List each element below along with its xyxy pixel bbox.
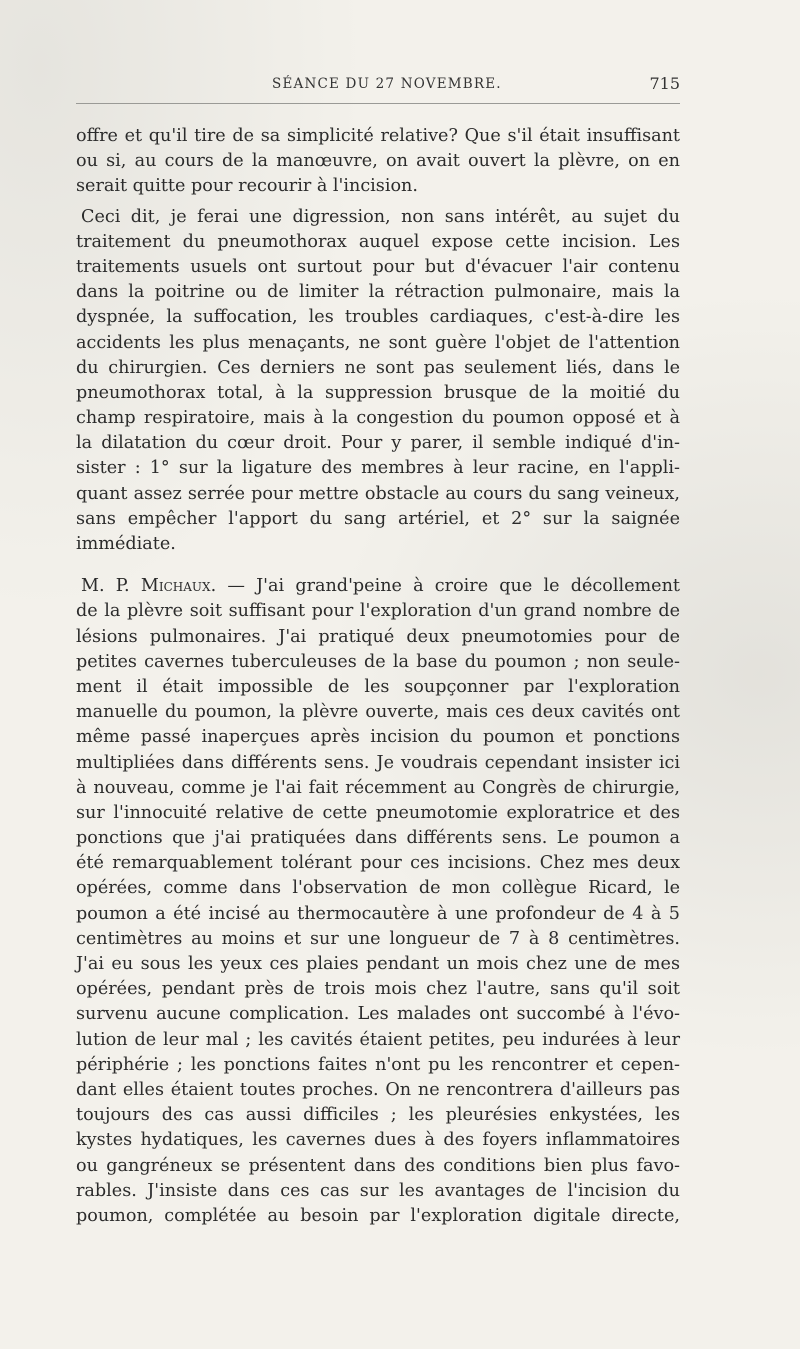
text-line: ou si, au cours de la manœuvre, on avait ouvert la plèvre, on en — [76, 151, 680, 172]
text-line: champ respiratoire, mais à la congestion du poumon opposé et à — [76, 408, 680, 429]
text-line: sister : 1° sur la ligature des membres à leur racine, en l'appli- — [76, 458, 680, 479]
text-line: dans la poitrine ou de limiter la rétraction pulmonaire, mais la — [76, 282, 680, 303]
text-line: opérées, pendant près de trois mois chez l'autre, sans qu'il soit — [76, 979, 680, 1000]
text-line: de la plèvre soit suffisant pour l'exploration d'un grand nombre de — [76, 601, 680, 622]
header-rule — [76, 103, 680, 104]
text-line: dant elles étaient toutes proches. On ne rencontrera d'ailleurs pas — [76, 1079, 680, 1100]
text-line: du chirurgien. Ces derniers ne sont pas seulement liés, dans le — [76, 357, 680, 378]
text-line: dyspnée, la suffocation, les troubles cardiaques, c'est-à-dire les — [76, 307, 680, 328]
text-line: lution de leur mal ; les cavités étaient petites, peu indurées à leur — [76, 1029, 680, 1050]
speaker-line-text: . — J'ai grand'peine à croire que le décollement — [210, 576, 680, 597]
paragraph-michaux — [76, 574, 680, 1229]
text-line: même passé inaperçues après incision du poumon et ponctions — [76, 727, 680, 748]
body-text — [76, 124, 680, 1229]
text-line: kystes hydatiques, les cavernes dues à des foyers inflammatoires — [76, 1130, 680, 1151]
text-line: rables. J'insiste dans ces cas sur les avantages de l'incision du — [76, 1180, 680, 1201]
text-line: pneumothorax total, à la suppression brusque de la moitié du — [76, 382, 680, 403]
text-line: lésions pulmonaires. J'ai pratiqué deux pneumotomies pour de — [76, 626, 680, 647]
paragraph-continuation — [76, 124, 680, 200]
text-line: opérées, comme dans l'observation de mon collègue Ricard, le — [76, 878, 680, 899]
text-line: offre et qu'il tire de sa simplicité relative? Que s'il était insuffisant — [76, 126, 680, 146]
page-number: 715 — [649, 74, 680, 93]
text-line: accidents les plus menaçants, ne sont guère l'objet de l'attention — [76, 332, 680, 353]
speaker-line — [76, 574, 680, 599]
text-line: quant assez serrée pour mettre obstacle au cours du sang veineux, — [76, 483, 680, 504]
page-header — [76, 74, 680, 100]
text-line: périphérie ; les ponctions faites n'ont pu les rencontrer et cepen- — [76, 1054, 680, 1075]
text-line: J'ai eu sous les yeux ces plaies pendant un mois chez une de mes — [76, 954, 680, 974]
text-line: survenu aucune complication. Les malades ont succombé à l'évo- — [76, 1004, 680, 1025]
text-line: ou gangréneux se présentent dans des conditions bien plus favo- — [76, 1155, 680, 1176]
text-line: traitement du pneumothorax auquel expose cette incision. Les — [76, 231, 680, 252]
text-line: centimètres au moins et sur une longueur de 7 à 8 centimètres. — [76, 928, 680, 949]
text-line: sur l'innocuité relative de cette pneumotomie exploratrice et des — [76, 802, 680, 823]
text-line: à nouveau, comme je l'ai fait récemment au Congrès de chirurgie, — [76, 777, 680, 798]
speaker-prefix: M. P. — [81, 576, 141, 597]
text-line: toujours des cas aussi difficiles ; les pleurésies enkystées, les — [76, 1105, 680, 1126]
text-line: poumon, complétée au besoin par l'exploration digitale directe, — [76, 1205, 680, 1226]
paragraph-spacer — [76, 557, 680, 574]
speaker-name: Michaux — [140, 576, 211, 597]
paragraph-digression — [76, 205, 680, 558]
text-line: sans empêcher l'apport du sang artériel, et 2° sur la saignée — [76, 508, 680, 529]
text-line: ponctions que j'ai pratiquées dans différents sens. Le poumon a — [76, 828, 680, 849]
text-line: Ceci dit, je ferai une digression, non sans intérêt, au sujet du — [81, 206, 680, 227]
text-line: serait quitte pour recourir à l'incision. — [76, 176, 418, 197]
text-line: multipliées dans différents sens. Je voudrais cependant insister ici — [76, 752, 680, 773]
text-line: la dilatation du cœur droit. Pour y parer, il semble indiqué d'in- — [76, 433, 680, 454]
text-line: petites cavernes tuberculeuses de la base du poumon ; non seule- — [76, 651, 680, 672]
text-line: manuelle du poumon, la plèvre ouverte, mais ces deux cavités ont — [76, 702, 680, 723]
text-line: immédiate. — [76, 534, 176, 554]
text-line: été remarquablement tolérant pour ces incisions. Chez mes deux — [76, 853, 680, 874]
text-line: traitements usuels ont surtout pour but d'évacuer l'air contenu — [76, 256, 680, 277]
text-line: poumon a été incisé au thermocautère à une profondeur de 4 à 5 — [76, 903, 680, 924]
text-line: ment il était impossible de les soupçonner par l'exploration — [76, 676, 680, 697]
running-title: SÉANCE DU 27 NOVEMBRE. — [272, 76, 502, 92]
